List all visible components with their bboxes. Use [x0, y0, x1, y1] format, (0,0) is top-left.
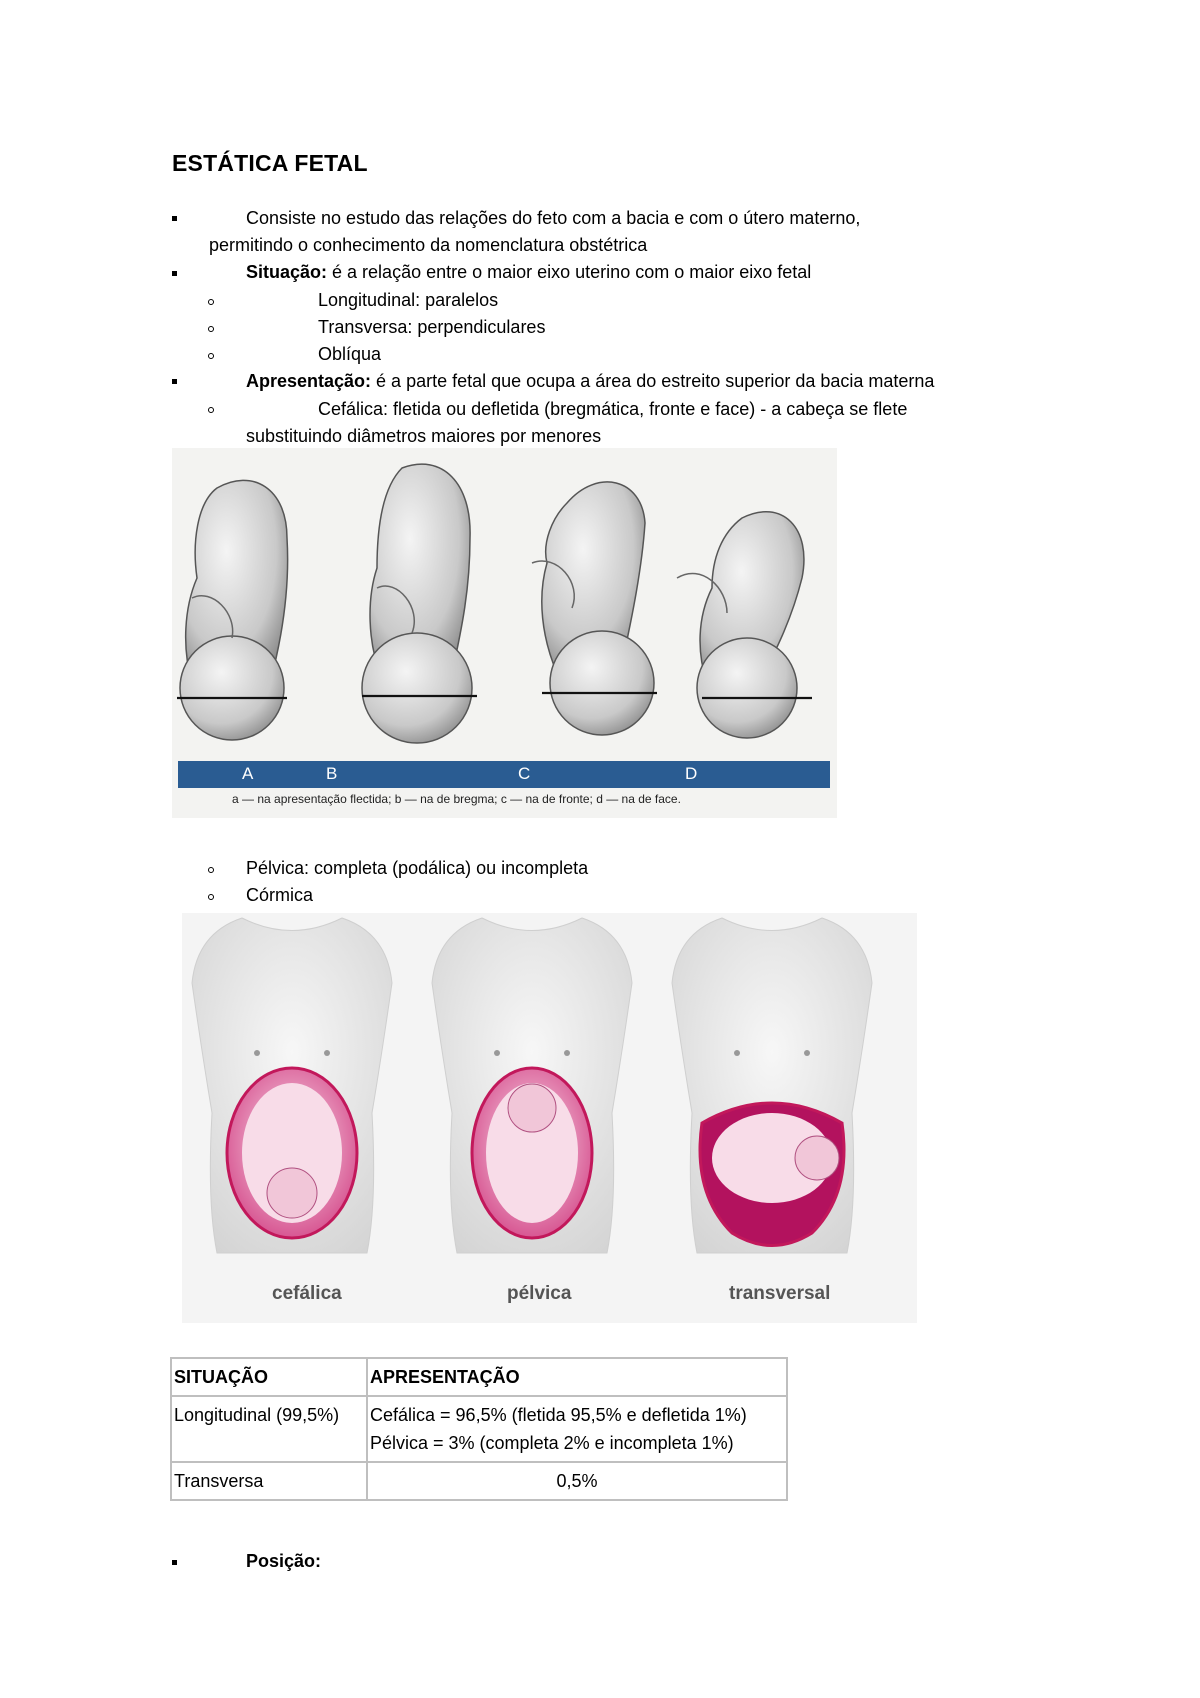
fetus-b	[362, 464, 477, 743]
table-row	[171, 1396, 787, 1462]
presentation-table	[170, 1357, 788, 1501]
letter-b: B	[326, 764, 338, 783]
intro-line-1: Consiste no estudo das relações do feto com a bacia e com o útero materno,	[246, 208, 861, 228]
letter-c: C	[518, 764, 531, 783]
sub-bullet	[208, 326, 214, 332]
table-row	[171, 1462, 787, 1500]
cell-line: Pélvica = 3% (completa 2% e incompleta 1%)	[370, 1433, 734, 1453]
figure1-caption: a — na apresentação flectida; b — na de bregma; c — na de fronte; d — na de face.	[232, 792, 681, 806]
sub-bullet	[208, 407, 214, 413]
cell-apresentacao: 0,5%	[367, 1462, 787, 1500]
posicao-line: Posição:	[246, 1551, 322, 1571]
figure-presentations	[182, 913, 917, 1323]
cell-situacao: Transversa	[171, 1462, 367, 1500]
sub-bullet	[208, 867, 214, 873]
cormica-line: Córmica	[246, 885, 314, 905]
situacao-item: Longitudinal: paralelos	[318, 290, 499, 310]
bullet	[172, 1560, 177, 1565]
situacao-line	[246, 260, 811, 284]
sub-bullet	[208, 353, 214, 359]
cell-situacao: Longitudinal (99,5%)	[171, 1396, 367, 1462]
table-header-row	[171, 1358, 787, 1396]
letter-a: A	[242, 764, 254, 783]
label-cefalica: cefálica	[272, 1283, 342, 1304]
page-title: ESTÁTICA FETAL	[172, 150, 368, 176]
fetus-drawings	[172, 448, 837, 758]
torso-drawings	[182, 913, 917, 1273]
sub-bullet	[208, 894, 214, 900]
cell-apresentacao	[367, 1396, 787, 1462]
cell-line: Cefálica = 96,5% (fletida 95,5% e defletida 1%)	[370, 1405, 747, 1425]
situacao-item: Oblíqua	[318, 344, 382, 364]
fetus-c	[532, 482, 657, 735]
pelvica-line: Pélvica: completa (podálica) ou incompleta	[246, 858, 589, 878]
bullet	[172, 271, 177, 276]
label-pelvica: pélvica	[507, 1283, 572, 1304]
apresentacao-label: Apresentação:	[246, 371, 372, 391]
situacao-item: Transversa: perpendiculares	[318, 317, 546, 337]
cefalica-line-1: Cefálica: fletida ou defletida (bregmática, fronte e face) - a cabeça se flete	[318, 399, 908, 419]
torso-cefalica	[192, 918, 392, 1253]
bullet	[172, 216, 177, 221]
cefalica-line-2: substituindo diâmetros maiores por menores	[246, 426, 602, 446]
apresentacao-text: é a parte fetal que ocupa a área do estreito superior da bacia materna	[371, 371, 935, 391]
intro-line-2: permitindo o conhecimento da nomenclatura obstétrica	[209, 235, 648, 255]
header-situacao: SITUAÇÃO	[171, 1358, 367, 1396]
fetus-d	[677, 512, 812, 738]
letter-d: D	[685, 764, 698, 783]
bullet	[172, 379, 177, 384]
figure1-letter-band	[178, 761, 830, 788]
torso-pelvica	[432, 918, 632, 1253]
figure-cephalic-attitudes	[172, 448, 837, 818]
label-transversal: transversal	[729, 1283, 831, 1304]
situacao-label: Situação:	[246, 262, 328, 282]
torso-transversal	[672, 918, 872, 1253]
situacao-text: é a relação entre o maior eixo uterino com o maior eixo fetal	[327, 262, 812, 282]
sub-bullet	[208, 299, 214, 305]
fetus-a	[177, 480, 288, 740]
apresentacao-line	[246, 369, 934, 393]
header-apresentacao: APRESENTAÇÃO	[367, 1358, 787, 1396]
